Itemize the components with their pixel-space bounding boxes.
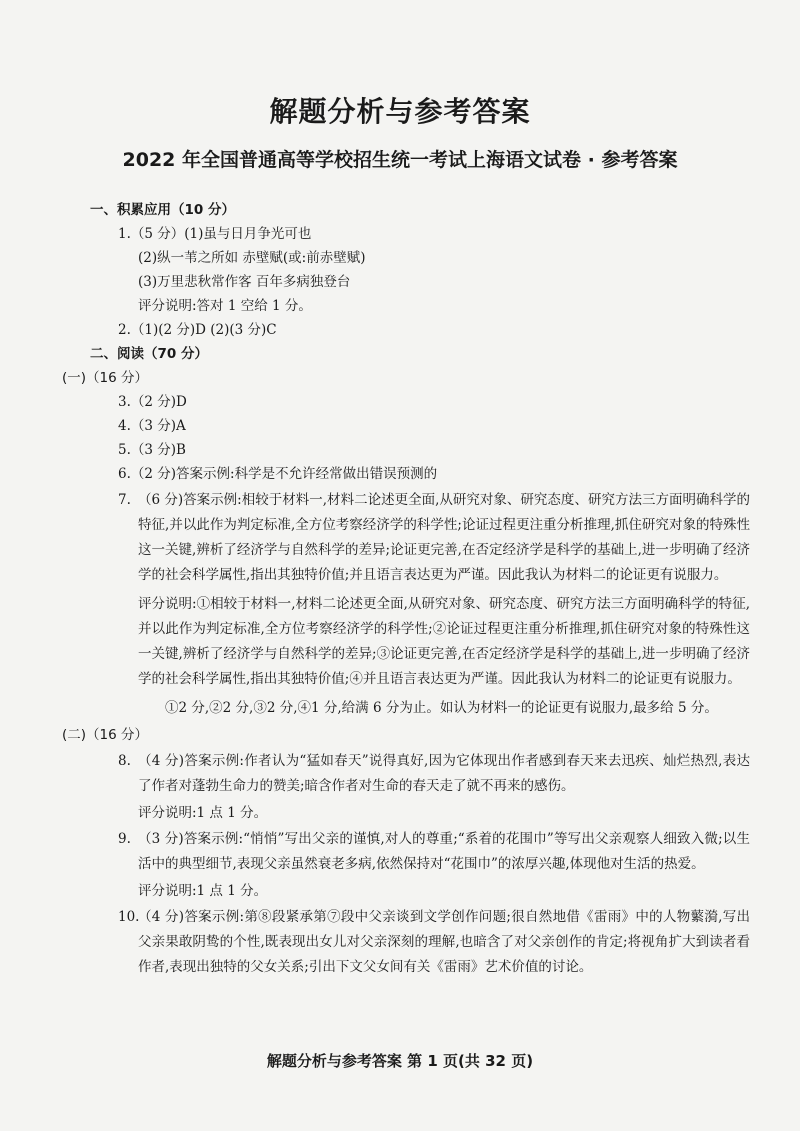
q10-text: （4 分)答案示例:第⑧段紧承第⑦段中父亲谈到文学创作问题;很自然地借《雷雨》中的人物蘩漪,写出父亲果敢阴鸷的个性,既表现出女儿对父亲深刻的理解,也暗含了对父亲创作的肯定;将视角扩大到读者看作者,表现出独特的父女关系;引出下文父女间有关《雷雨》艺术价值的讨论。	[138, 909, 750, 975]
answer-q6: 6.（2 分)答案示例:科学是不允许经常做出错误预测的	[118, 466, 438, 482]
part-heading-2: (二)（16 分）	[62, 727, 149, 743]
scoring-note-q7: 评分说明:①相较于材料一,材料二论述更全面,从研究对象、研究态度、研究方法三方面明确科学的特征,并以此作为判定标准,全方位考察经济学的科学性;②论证过程更注重分析推理,抓住研究对象的特殊性这一关键,辨析了经济学与自然科学的差异;③论证更完善,在否定经济学是科学的基础上,进一步明确了经济学的社会科学属性,指出其独特价值;④并且语言表达更为严谨。因此我认为材料二的论证更有说服力。	[138, 596, 750, 687]
answer-content	[62, 200, 750, 984]
answer-q1-part3: (3)万里悲秋常作客 百年多病独登台	[138, 274, 351, 290]
q10-number: 10.	[118, 909, 140, 925]
scoring-note-q1: 评分说明:答对 1 空给 1 分。	[138, 298, 312, 314]
answer-q4: 4.（3 分)A	[118, 418, 186, 434]
q7-number: 7.	[118, 492, 131, 508]
answer-q8	[118, 749, 750, 799]
page-title: 解题分析与参考答案	[269, 95, 531, 128]
q7-text: （6 分)答案示例:相较于材料一,材料二论述更全面,从研究对象、研究态度、研究方法三方面明确科学的特征,并以此作为判定标准,全方位考察经济学的科学性;论证过程更注重分析推理,抓住研究对象的特殊性这一关键,辨析了经济学与自然科学的差异;论证更完善,在否定经济学是科学的基础上,进一步明确了经济学的社会科学属性,指出其独特价值;并且语言表达更为严谨。因此我认为材料二的论证更有说服力。	[138, 492, 750, 583]
q9-text: （3 分)答案示例:“悄悄”写出父亲的谨慎,对人的尊重;“系着的花围巾”等写出父亲观察人细致入微;以生活中的典型细节,表现父亲虽然衰老多病,依然保持对“花围巾”的浓厚兴趣,体现他对生活的热爱。	[138, 831, 750, 872]
answer-q5: 5.（3 分)B	[118, 442, 186, 458]
page-footer: 解题分析与参考答案 第 1 页(共 32 页)	[266, 1052, 534, 1070]
scoring-note-q9: 评分说明:1 点 1 分。	[138, 883, 268, 899]
scoring-note-q8: 评分说明:1 点 1 分。	[138, 805, 268, 821]
scoring-note-q7-points: ①2 分,②2 分,③2 分,④1 分,给满 6 分为止。如认为材料一的论证更有说服力,最多给 5 分。	[165, 700, 718, 716]
section-heading-reading: 二、阅读（70 分）	[90, 346, 208, 362]
q9-number: 9.	[118, 831, 131, 847]
answer-q9	[118, 827, 750, 877]
answer-q3: 3.（2 分)D	[118, 394, 187, 410]
answer-q1: 1.（5 分）(1)虽与日月争光可也	[118, 226, 312, 242]
answer-q1-part2: (2)纵一苇之所如 赤壁赋(或:前赤壁赋)	[138, 250, 366, 266]
q8-number: 8.	[118, 753, 131, 769]
part-heading-1: (一)（16 分）	[62, 370, 149, 386]
section-heading-accumulation: 一、积累应用（10 分）	[90, 202, 235, 218]
answer-q10	[118, 905, 750, 980]
answer-q2: 2.（1)(2 分)D (2)(3 分)C	[118, 322, 277, 338]
q8-text: （4 分)答案示例:作者认为“猛如春天”说得真好,因为它体现出作者感到春天来去迅疾、灿烂热烈,表达了作者对蓬勃生命力的赞美;暗含作者对生命的春天走了就不再来的感伤。	[138, 753, 750, 794]
page-subtitle: 2022 年全国普通高等学校招生统一考试上海语文试卷 · 参考答案	[122, 149, 678, 171]
answer-q7	[118, 488, 750, 588]
